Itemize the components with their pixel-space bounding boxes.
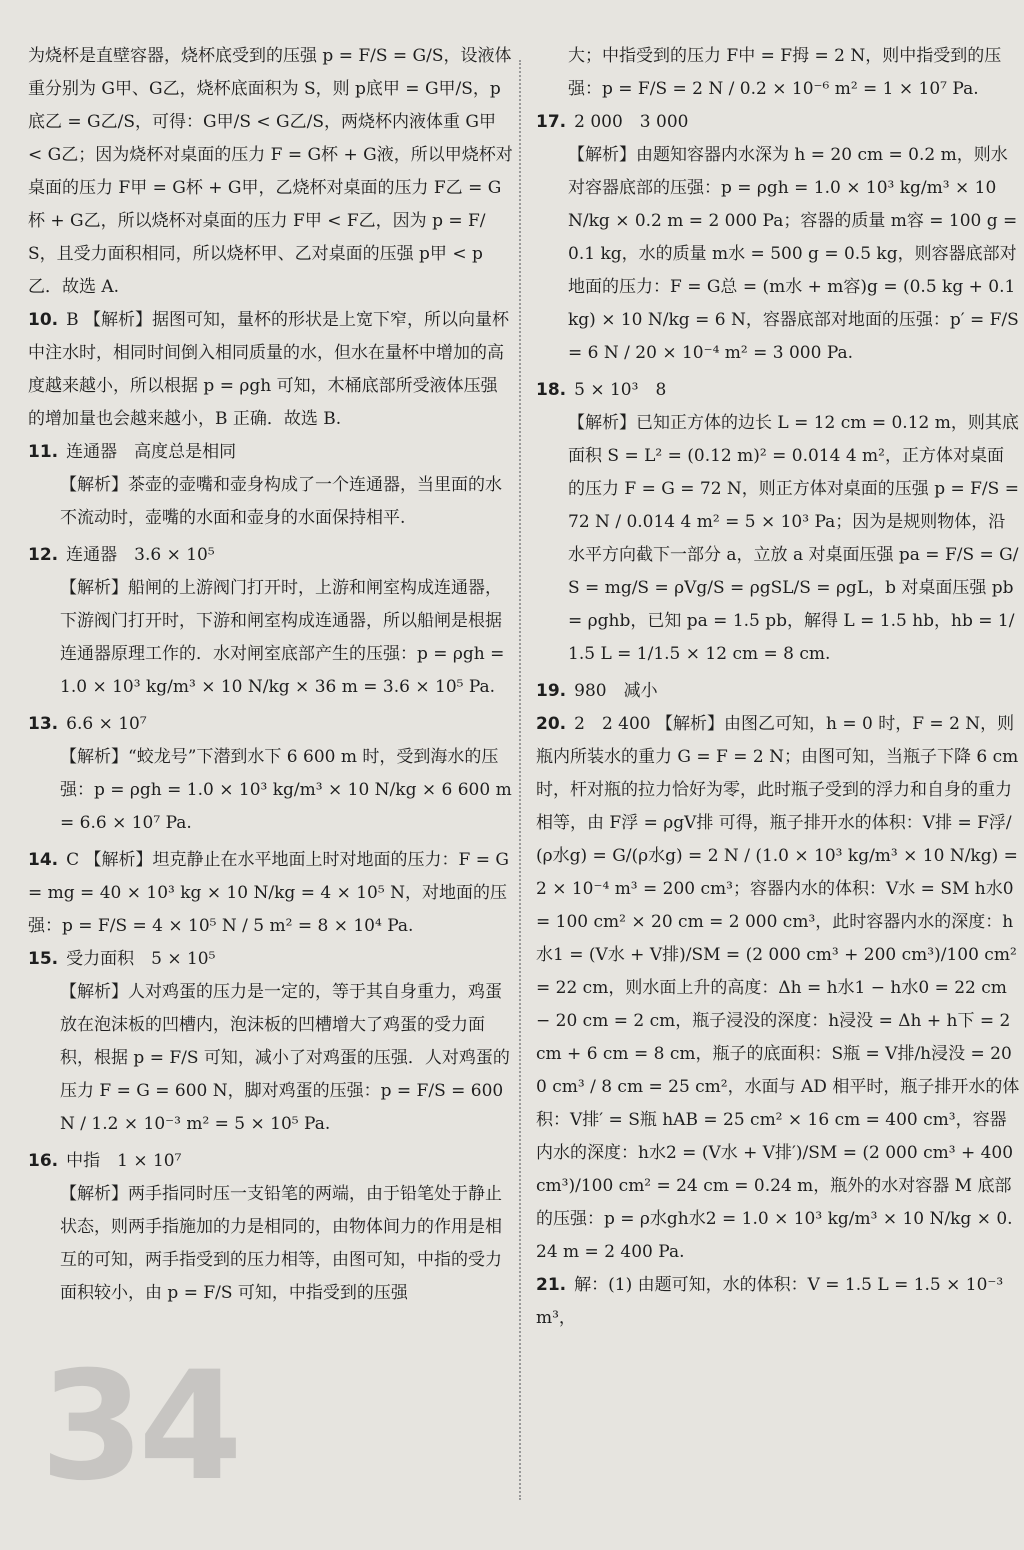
analysis-text: 【解析】已知正方体的边长 L = 12 cm = 0.12 m，则其底面积 S = L² = (0.12 m)² = 0.014 4 m²，正方体对桌面的压力 F = G = 72 N，则正方体对桌面的压强 p = F/S = 72 N / 0.014 4 m² = 5 × 10³ Pa；因为是规则物体，沿水平方向截下一部分 a，立放 a 对桌面压强 pa = F/S = G/S = mg/S = ρVg/S = ρgSL/S = ρgL，b 对桌面压强 pb = ρghb，已知 pa = 1.5 pb，解得 L = 1.5 hb，hb = 1/1.5 L = 1/1.5 × 12 cm = 8 cm.: [568, 413, 1019, 664]
question-21: [536, 1269, 1020, 1335]
left-column: [28, 40, 514, 1530]
continuation-q9: 为烧杯是直壁容器，烧杯底受到的压强 p = F/S = G/S，设液体重分别为 G甲、G乙，烧杯底面积为 S，则 p底甲 = G甲/S，p底乙 = G乙/S，可得：G甲/S < G乙/S，两烧杯内液体重 G甲 < G乙；因为烧杯对桌面的压力 F = G杯 + G液，所以甲烧杯对桌面的压力 F甲 = G杯 + G甲，乙烧杯对桌面的压力 F乙 = G杯 + G乙，所以烧杯对桌面的压力 F甲 < F乙，因为 p = F/S，且受力面积相同，所以烧杯甲、乙对桌面的压强 p甲 < p乙．故选 A.: [28, 46, 513, 297]
right-column: [536, 40, 1020, 1530]
answer-text: 连通器 3.6 × 10⁵: [66, 545, 215, 565]
question-number: 12.: [28, 545, 59, 565]
question-number: 21.: [536, 1275, 567, 1295]
answer-text: 980 减小: [574, 681, 658, 701]
question-17: [536, 106, 1020, 370]
question-number: 16.: [28, 1151, 59, 1171]
analysis-text: 【解析】船闸的上游阀门打开时，上游和闸室构成连通器，下游阀门打开时，下游和闸室构成连通器，所以船闸是根据连通器原理工作的．水对闸室底部产生的压强：p = ρgh = 1.0 × 10³ kg/m³ × 10 N/kg × 36 m = 3.6 × 10⁵ Pa.: [60, 578, 505, 697]
answer-text: C 【解析】坦克静止在水平地面上时对地面的压力：F = G = mg = 40 × 10³ kg × 10 N/kg = 4 × 10⁵ N，对地面的压强：p = F/S = 4 × 10⁵ N / 5 m² = 8 × 10⁴ Pa.: [28, 850, 509, 936]
question-number: 14.: [28, 850, 59, 870]
question-20: [536, 708, 1020, 1269]
question-number: 11.: [28, 442, 59, 462]
analysis-text: 【解析】人对鸡蛋的压力是一定的，等于其自身重力，鸡蛋放在泡沫板的凹槽内，泡沫板的凹槽增大了鸡蛋的受力面积，根据 p = F/S 可知，减小了对鸡蛋的压强．人对鸡蛋的压力 F = G = 600 N，脚对鸡蛋的压强：p = F/S = 600 N / 1.2 × 10⁻³ m² = 5 × 10⁵ Pa.: [60, 982, 510, 1134]
question-number: 19.: [536, 681, 567, 701]
answer-text: 2 000 3 000: [574, 112, 689, 132]
question-11: [28, 436, 514, 535]
question-14: [28, 844, 514, 943]
page-number: 34: [40, 1340, 237, 1514]
analysis-text: 【解析】“蛟龙号”下潜到水下 6 600 m 时，受到海水的压强：p = ρgh = 1.0 × 10³ kg/m³ × 10 N/kg × 6 600 m = 6.6 × 10⁷ Pa.: [60, 747, 512, 833]
answer-text: 受力面积 5 × 10⁵: [66, 949, 216, 969]
answer-text: 5 × 10³ 8: [574, 380, 667, 400]
analysis-text: 【解析】两手指同时压一支铅笔的两端，由于铅笔处于静止状态，则两手指施加的力是相同的，由物体间力的作用是相互的可知，两手指受到的压力相等，由图可知，中指的受力面积较小，由 p = F/S 可知，中指受到的压强: [60, 1184, 502, 1303]
question-number: 10.: [28, 310, 59, 330]
question-number: 17.: [536, 112, 567, 132]
question-18: [536, 374, 1020, 671]
question-number: 13.: [28, 714, 59, 734]
answer-text: 6.6 × 10⁷: [66, 714, 147, 734]
continuation-q16: 大；中指受到的压力 F中 = F拇 = 2 N，则中指受到的压强：p = F/S = 2 N / 0.2 × 10⁻⁶ m² = 1 × 10⁷ Pa.: [568, 46, 1002, 99]
answer-text: B 【解析】据图可知，量杯的形状是上宽下窄，所以向量杯中注水时，相同时间倒入相同质量的水，但水在量杯中增加的高度越来越小，所以根据 p = ρgh 可知，木桶底部所受液体压强的增加量也会越来越小，B 正确．故选 B.: [28, 310, 510, 429]
question-12: [28, 539, 514, 704]
question-15: [28, 943, 514, 1141]
question-10: [28, 304, 514, 436]
answer-text: 连通器 高度总是相同: [66, 442, 237, 462]
question-number: 20.: [536, 714, 567, 734]
question-16: [28, 1145, 514, 1310]
analysis-text: 【解析】由题知容器内水深为 h = 20 cm = 0.2 m，则水对容器底部的压强：p = ρgh = 1.0 × 10³ kg/m³ × 10 N/kg × 0.2 m = 2 000 Pa；容器的质量 m容 = 100 g = 0.1 kg，水的质量 m水 = 500 g = 0.5 kg，则容器底部对地面的压力：F = G总 = (m水 + m容)g = (0.5 kg + 0.1 kg) × 10 N/kg = 6 N，容器底部对地面的压强：p′ = F/S = 6 N / 20 × 10⁻⁴ m² = 3 000 Pa.: [568, 145, 1019, 363]
analysis-text: 【解析】茶壶的壶嘴和壶身构成了一个连通器，当里面的水不流动时，壶嘴的水面和壶身的水面保持相平.: [60, 475, 502, 528]
column-divider: [519, 60, 521, 1500]
question-number: 18.: [536, 380, 567, 400]
question-19: [536, 675, 1020, 708]
answer-text: 解：(1) 由题可知，水的体积：V = 1.5 L = 1.5 × 10⁻³ m³，: [536, 1275, 1004, 1328]
question-number: 15.: [28, 949, 59, 969]
answer-text: 中指 1 × 10⁷: [66, 1151, 182, 1171]
answer-text: 2 2 400 【解析】由图乙可知，h = 0 时，F = 2 N，则瓶内所装水的重力 G = F = 2 N；由图可知，当瓶子下降 6 cm 时，杆对瓶的拉力恰好为零，此时瓶子受到的浮力和自身的重力相等，由 F浮 = ρgV排 可得，瓶子排开水的体积：V排 = F浮/(ρ水g) = G/(ρ水g) = 2 N / (1.0 × 10³ kg/m³ × 10 N/kg) = 2 × 10⁻⁴ m³ = 200 cm³；容器内水的体积：V水 = SM h水0 = 100 cm² × 20 cm = 2 000 cm³，此时容器内水的深度：h水1 = (V水 + V排)/SM = (2 000 cm³ + 200 cm³)/100 cm² = 22 cm，则水面上升的高度：Δh = h水1 − h水0 = 22 cm − 20 cm = 2 cm，瓶子浸没的深度：h浸没 = Δh + h下 = 2 cm + 6 cm = 8 cm，瓶子的底面积：S瓶 = V排/h浸没 = 200 cm³ / 8 cm = 25 cm²，水面与 AD 相平时，瓶子排开水的体积：V排′ = S瓶 hAB = 25 cm² × 16 cm = 400 cm³，容器内水的深度：h水2 = (V水 + V排′)/SM = (2 000 cm³ + 400 cm³)/100 cm² = 24 cm = 0.24 m，瓶外的水对容器 M 底部的压强：p = ρ水gh水2 = 1.0 × 10³ kg/m³ × 10 N/kg × 0.24 m = 2 400 Pa.: [536, 714, 1020, 1262]
question-13: [28, 708, 514, 840]
